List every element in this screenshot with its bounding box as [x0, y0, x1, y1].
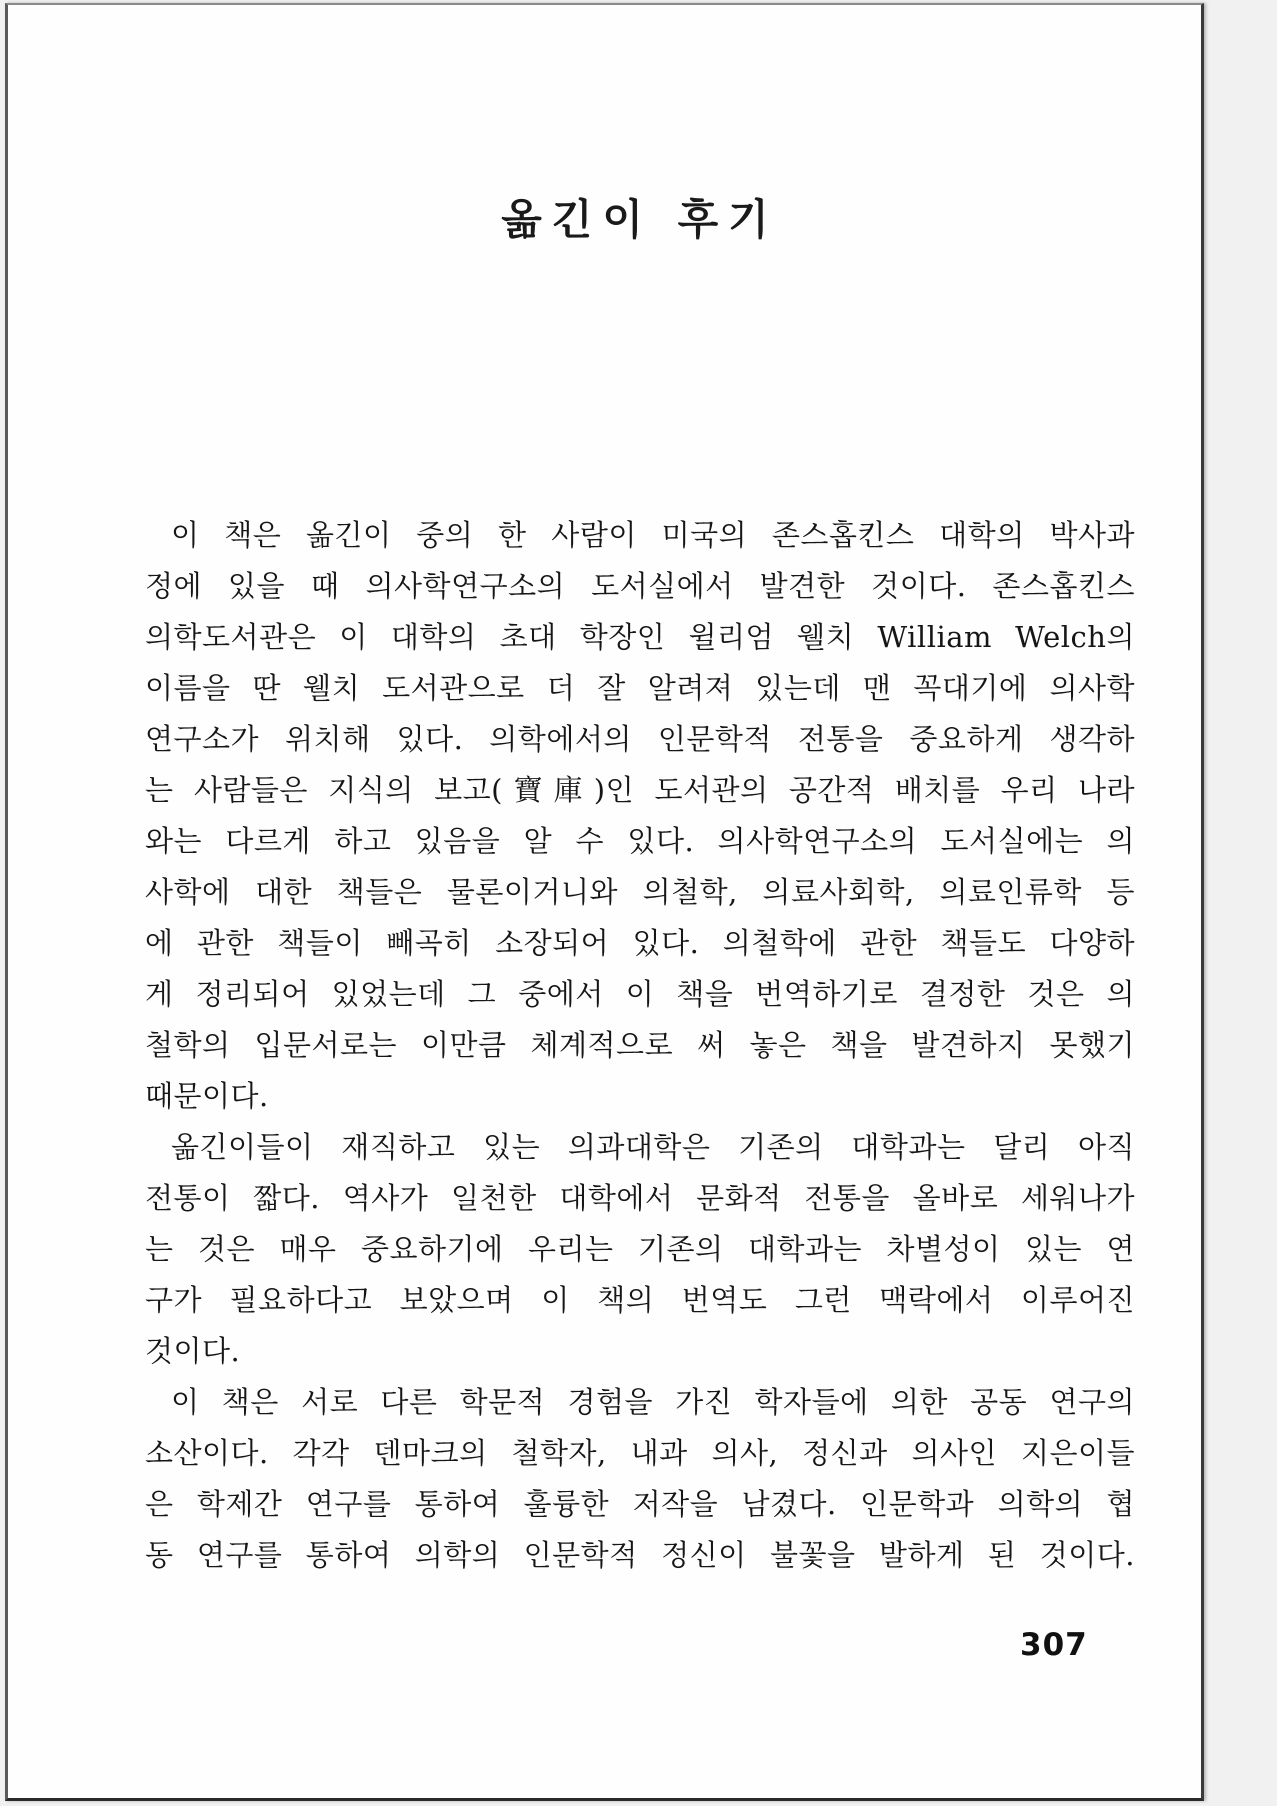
page-title: 옮긴이 후기	[501, 195, 779, 244]
text-line: 정에 있을 때 의사학연구소의 도서실에서 발견한 것이다. 존스홉킨스	[145, 569, 1135, 603]
text-line: 전통이 짧다. 역사가 일천한 대학에서 문화적 전통을 올바로 세워나가	[145, 1181, 1135, 1215]
text-line: 구가 필요하다고 보았으며 이 책의 번역도 그런 맥락에서 이루어진	[145, 1283, 1135, 1317]
text-line: 게 정리되어 있었는데 그 중에서 이 책을 번역하기로 결정한 것은 의	[145, 977, 1135, 1011]
text-line: 때문이다.	[145, 1079, 269, 1113]
text-line: 이름을 딴 웰치 도서관으로 더 잘 알려져 있는데 맨 꼭대기에 의사학	[145, 671, 1135, 705]
text-line: 이 책은 옮긴이 중의 한 사람이 미국의 존스홉킨스 대학의 박사과	[171, 518, 1135, 552]
text-line: 것이다.	[145, 1334, 241, 1368]
paragraph	[145, 1122, 1135, 1377]
text-line: 동 연구를 통하여 의학의 인문학적 정신이 불꽃을 발하게 된 것이다.	[145, 1538, 1135, 1572]
page	[5, 3, 1204, 1801]
text-line: 철학의 입문서로는 이만큼 체계적으로 써 놓은 책을 발견하지 못했기	[145, 1028, 1135, 1062]
text-line: 은 학제간 연구를 통하여 훌륭한 저작을 남겼다. 인문학과 의학의 협	[145, 1487, 1135, 1521]
text-line: 이 책은 서로 다른 학문적 경험을 가진 학자들에 의한 공동 연구의	[171, 1385, 1135, 1419]
paragraph	[145, 1377, 1135, 1581]
text-line: 와는 다르게 하고 있음을 알 수 있다. 의사학연구소의 도서실에는 의	[145, 824, 1135, 858]
text-line: 연구소가 위치해 있다. 의학에서의 인문학적 전통을 중요하게 생각하	[145, 722, 1135, 756]
text-line: 소산이다. 각각 덴마크의 철학자, 내과 의사, 정신과 의사인 지은이들	[145, 1436, 1135, 1470]
page-body	[145, 510, 1135, 1581]
text-line: 는 것은 매우 중요하기에 우리는 기존의 대학과는 차별성이 있는 연	[145, 1232, 1135, 1266]
text-line: 는 사람들은 지식의 보고(寶庫)인 도서관의 공간적 배치를 우리 나라	[145, 773, 1135, 807]
text-line: 사학에 대한 책들은 물론이거니와 의철학, 의료사회학, 의료인류학 등	[145, 875, 1135, 909]
page-number: 307	[1020, 1627, 1088, 1663]
text-line: 의학도서관은 이 대학의 초대 학장인 윌리엄 웰치 William Welch의	[145, 620, 1135, 654]
text-line: 에 관한 책들이 빼곡히 소장되어 있다. 의철학에 관한 책들도 다양하	[145, 926, 1135, 960]
paragraph	[145, 510, 1135, 1122]
text-line: 옮긴이들이 재직하고 있는 의과대학은 기존의 대학과는 달리 아직	[171, 1130, 1135, 1164]
